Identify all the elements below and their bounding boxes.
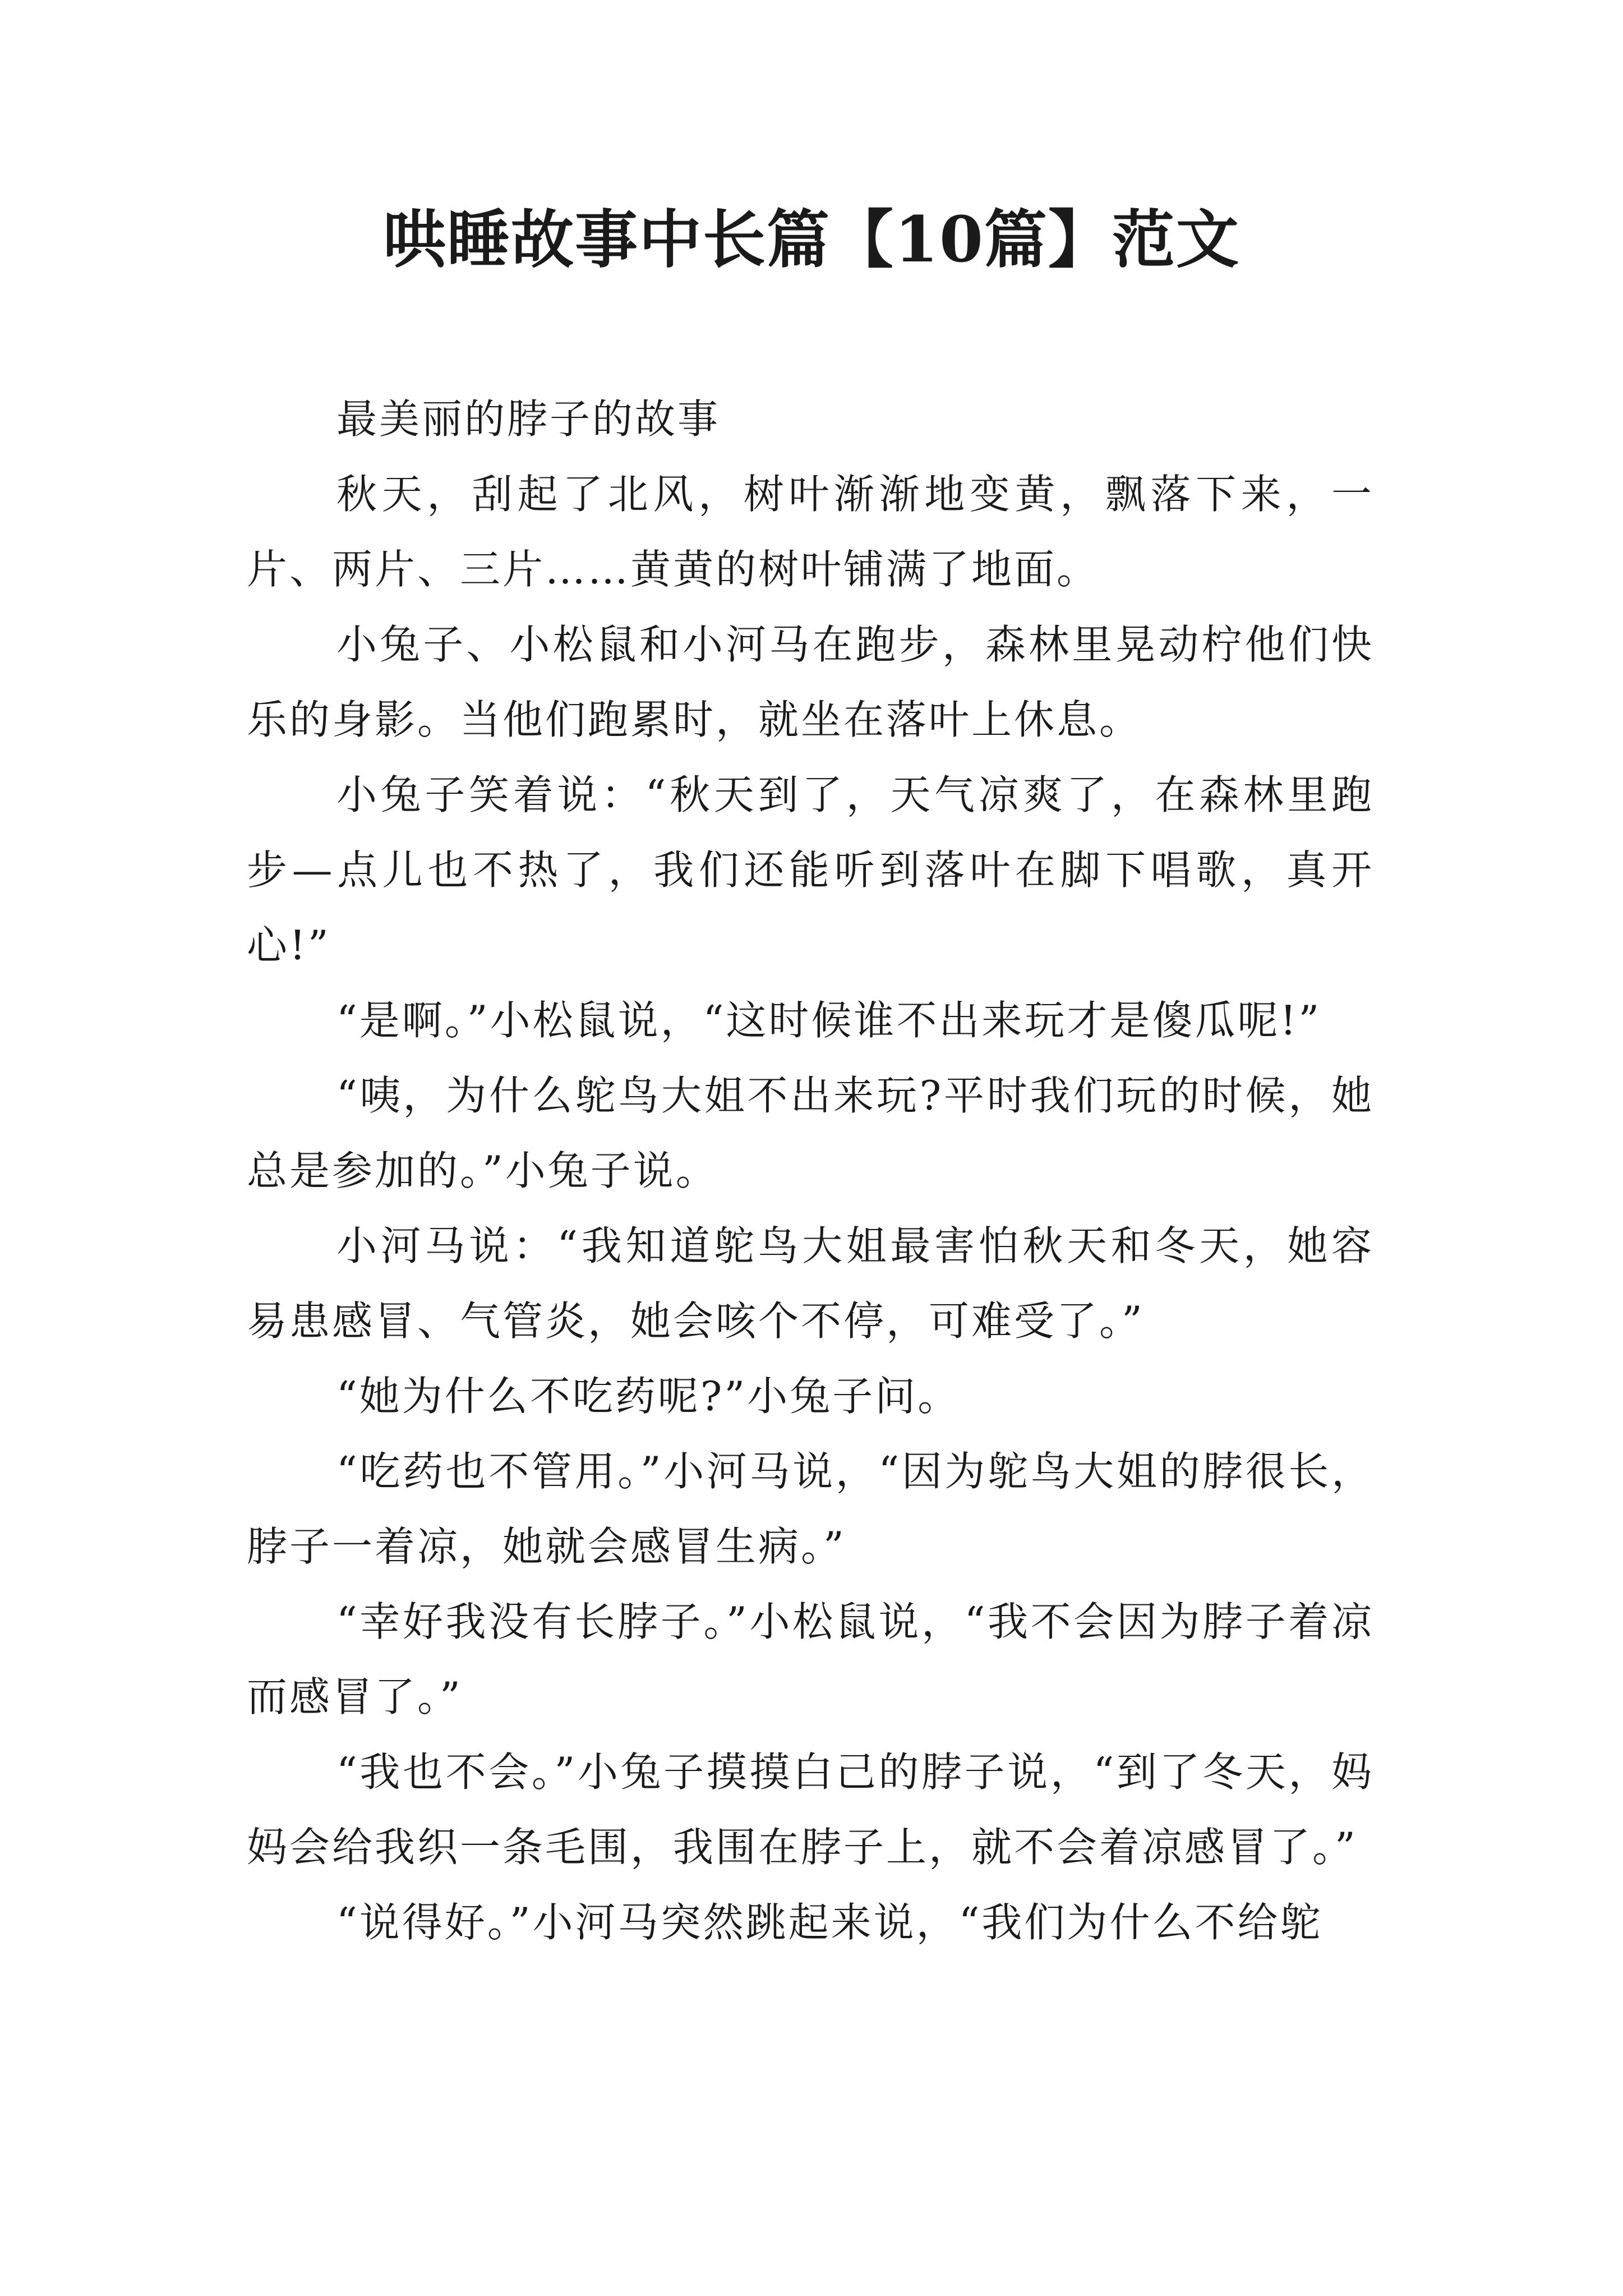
story-subtitle: 最美丽的脖子的故事 bbox=[336, 395, 721, 443]
paragraph: 小兔子笑着说：“秋天到了，天气凉爽了，在森林里跑步—点儿也不热了，我们还能听到落叶在脚下唱歌，真开心!” bbox=[247, 771, 1374, 969]
paragraph: “咦，为什么鸵鸟大姐不出来玩?平时我们玩的时候，她总是参加的。”小兔子说。 bbox=[247, 1072, 1374, 1194]
paragraph: 小河马说：“我知道鸵鸟大姐最害怕秋天和冬天，她容易患感冒、气管炎，她会咳个不停，可难受了。” bbox=[247, 1222, 1374, 1345]
paragraph: “幸好我没有长脖子。”小松鼠说，“我不会因为脖子着凉而感冒了。” bbox=[247, 1598, 1374, 1720]
paragraph: 秋天，刮起了北风，树叶渐渐地变黄，飘落下来，一片、两片、三片……黄黄的树叶铺满了地面。 bbox=[247, 471, 1374, 593]
paragraph: “吃药也不管用。”小河马说，“因为鸵鸟大姐的脖很长，脖子一着凉，她就会感冒生病。” bbox=[247, 1448, 1374, 1570]
paragraph: “她为什么不吃药呢?”小兔子问。 bbox=[336, 1373, 961, 1420]
document-body bbox=[247, 381, 1374, 1960]
document-title: 哄睡故事中长篇【10篇】范文 bbox=[383, 203, 1240, 277]
paragraph: “我也不会。”小兔子摸摸白己的脖子说，“到了冬天，妈妈会给我织一条毛围，我围在脖子上，就不会着凉感冒了。” bbox=[247, 1749, 1374, 1871]
paragraph: “说得好。”小河马突然跳起来说，“我们为什么不给鸵 bbox=[336, 1899, 1323, 1946]
paragraph: 小兔子、小松鼠和小河马在跑步，森林里晃动柠他们快乐的身影。当他们跑累时，就坐在落叶上休息。 bbox=[247, 621, 1374, 743]
paragraph: “是啊。”小松鼠说，“这时候谁不出来玩才是傻瓜呢!” bbox=[336, 997, 1322, 1044]
